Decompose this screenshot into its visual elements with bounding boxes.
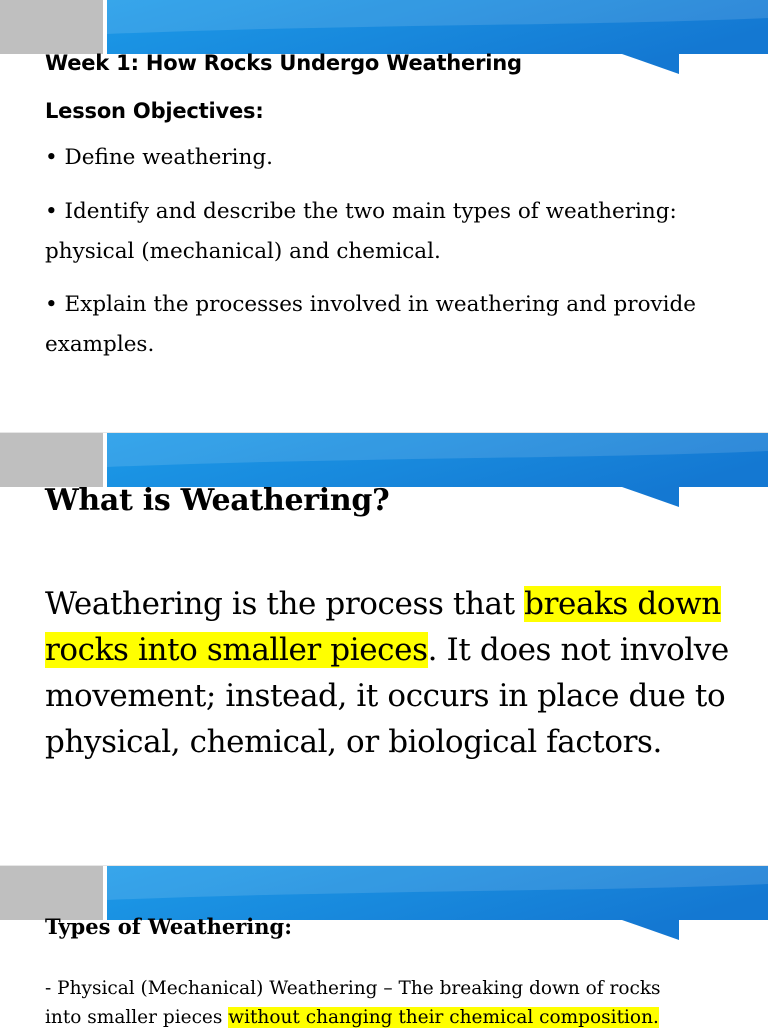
- body-line: - Physical (Mechanical) Weathering – The breaking down of rocks: [45, 978, 661, 999]
- objective-item: • Define weathering.: [45, 145, 273, 170]
- header-grey-block: [0, 433, 103, 487]
- types-paragraph: [45, 974, 745, 1032]
- slide-title: Week 1: How Rocks Undergo Weathering: [45, 51, 522, 75]
- objective-item: • Explain the processes involved in weathering and provide examples.: [45, 292, 697, 357]
- definition-paragraph: [45, 581, 735, 765]
- highlighted-text: breaks down rocks into smaller pieces: [45, 586, 721, 668]
- body-text: into smaller pieces: [45, 1007, 229, 1028]
- header-grey-block: [0, 0, 103, 54]
- header-grey-block: [0, 866, 103, 920]
- slide-title: What is Weathering?: [45, 483, 390, 518]
- body-line: [45, 1003, 745, 1032]
- body-text: Weathering is the process that: [45, 586, 525, 622]
- highlighted-text: without changing their chemical composition.: [228, 1007, 659, 1028]
- slide-3: [0, 866, 768, 1028]
- slide-2: [0, 433, 768, 865]
- body-text: . It does not involve movement; instead, it occurs in place due to physical, chemical, or biological factors.: [45, 632, 729, 760]
- slide-title: Types of Weathering:: [45, 914, 292, 939]
- objectives-heading: Lesson Objectives:: [45, 99, 264, 123]
- objective-item: • Identify and describe the two main types of weathering: physical (mechanical) and chemical.: [45, 199, 677, 264]
- slide-1: [0, 0, 768, 432]
